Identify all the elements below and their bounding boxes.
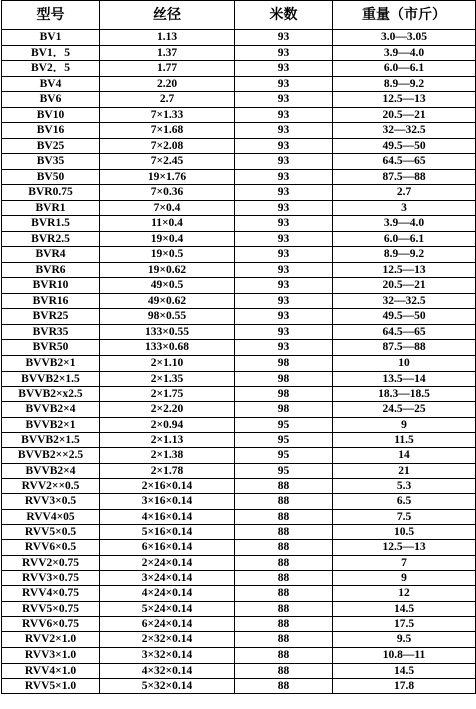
cell-length: 98 [235, 402, 333, 418]
cell-weight: 12.5—13 [333, 263, 476, 278]
cell-model: BV10 [2, 108, 100, 123]
table-row [2, 216, 476, 232]
table-row [2, 201, 476, 216]
cell-weight: 17.8 [333, 679, 476, 694]
cell-wire-diameter: 19×0.5 [100, 247, 235, 263]
table-row [2, 586, 476, 602]
cell-weight: 12.5—13 [333, 92, 476, 108]
cell-wire-diameter: 3×32×0.14 [100, 648, 235, 664]
table-row [2, 540, 476, 556]
cell-wire-diameter: 2×1.10 [100, 356, 235, 372]
cell-wire-diameter: 98×0.55 [100, 309, 235, 325]
cell-model: RVV2××0.5 [2, 479, 100, 494]
cell-length: 98 [235, 356, 333, 372]
cell-length: 93 [235, 309, 333, 325]
table-row [2, 123, 476, 139]
table-row [2, 108, 476, 123]
cell-wire-diameter: 2×1.35 [100, 372, 235, 387]
table-row [2, 278, 476, 294]
cell-wire-diameter: 7×1.68 [100, 123, 235, 139]
cell-weight: 20.5—21 [333, 278, 476, 294]
cell-model: RVV6×0.75 [2, 617, 100, 632]
cell-length: 93 [235, 263, 333, 278]
cell-weight: 8.9—9.2 [333, 77, 476, 92]
cell-weight: 10 [333, 356, 476, 372]
cell-model: BVR16 [2, 294, 100, 309]
cell-length: 93 [235, 108, 333, 123]
cell-wire-diameter: 3×16×0.14 [100, 494, 235, 510]
table-row [2, 617, 476, 632]
cell-model: BVR2.5 [2, 232, 100, 247]
cell-model: BV6 [2, 92, 100, 108]
cell-wire-diameter: 2×2.20 [100, 402, 235, 418]
cell-model: RVV4×0.75 [2, 586, 100, 602]
cell-length: 88 [235, 648, 333, 664]
cell-wire-diameter: 4×16×0.14 [100, 510, 235, 525]
cell-length: 88 [235, 494, 333, 510]
cell-model: RVV2×0.75 [2, 556, 100, 571]
cell-weight: 2.7 [333, 185, 476, 201]
cell-length: 95 [235, 448, 333, 464]
cell-weight: 7.5 [333, 510, 476, 525]
cell-model: BVVB2×1 [2, 418, 100, 433]
cell-weight: 14.5 [333, 602, 476, 617]
wire-spec-table [1, 0, 476, 694]
table-row [2, 309, 476, 325]
cell-length: 93 [235, 170, 333, 185]
cell-model: BV25 [2, 139, 100, 154]
cell-weight: 32—32.5 [333, 294, 476, 309]
cell-model: RVV3×0.5 [2, 494, 100, 510]
table-row [2, 387, 476, 402]
table-row [2, 46, 476, 61]
cell-wire-diameter: 6×24×0.14 [100, 617, 235, 632]
table-row [2, 247, 476, 263]
cell-length: 98 [235, 387, 333, 402]
cell-model: BVVB2×4 [2, 402, 100, 418]
table-row [2, 556, 476, 571]
cell-wire-diameter: 1.77 [100, 61, 235, 77]
table-row [2, 525, 476, 540]
cell-wire-diameter: 5×24×0.14 [100, 602, 235, 617]
cell-weight: 3.9—4.0 [333, 46, 476, 61]
table-row [2, 494, 476, 510]
cell-weight: 17.5 [333, 617, 476, 632]
cell-wire-diameter: 2×0.94 [100, 418, 235, 433]
cell-wire-diameter: 7×0.4 [100, 201, 235, 216]
cell-length: 93 [235, 92, 333, 108]
cell-wire-diameter: 5×32×0.14 [100, 679, 235, 694]
cell-wire-diameter: 49×0.62 [100, 294, 235, 309]
cell-length: 88 [235, 679, 333, 694]
cell-wire-diameter: 4×24×0.14 [100, 586, 235, 602]
cell-wire-diameter: 2×1.78 [100, 464, 235, 479]
cell-wire-diameter: 6×16×0.14 [100, 540, 235, 556]
cell-model: BVVB2×x2.5 [2, 387, 100, 402]
table-row [2, 185, 476, 201]
table-row [2, 356, 476, 372]
cell-weight: 18.3—18.5 [333, 387, 476, 402]
cell-weight: 87.5—88 [333, 170, 476, 185]
cell-length: 88 [235, 586, 333, 602]
header-wire-diameter: 丝径 [100, 1, 235, 30]
cell-wire-diameter: 2×1.13 [100, 433, 235, 448]
cell-length: 88 [235, 571, 333, 586]
cell-weight: 21 [333, 464, 476, 479]
cell-length: 93 [235, 247, 333, 263]
cell-length: 93 [235, 30, 333, 46]
cell-wire-diameter: 19×1.76 [100, 170, 235, 185]
cell-wire-diameter: 133×0.68 [100, 340, 235, 356]
cell-weight: 8.9—9.2 [333, 247, 476, 263]
cell-length: 88 [235, 510, 333, 525]
cell-length: 93 [235, 154, 333, 170]
cell-weight: 32—32.5 [333, 123, 476, 139]
cell-weight: 10.8—11 [333, 648, 476, 664]
cell-length: 95 [235, 464, 333, 479]
cell-length: 93 [235, 77, 333, 92]
cell-model: BVR1 [2, 201, 100, 216]
cell-model: RVV2×1.0 [2, 632, 100, 648]
cell-weight: 6.5 [333, 494, 476, 510]
cell-weight: 87.5—88 [333, 340, 476, 356]
cell-weight: 24.5—25 [333, 402, 476, 418]
table-row [2, 154, 476, 170]
cell-length: 93 [235, 201, 333, 216]
cell-model: BV4 [2, 77, 100, 92]
header-model: 型号 [2, 1, 100, 30]
table-row [2, 325, 476, 340]
cell-wire-diameter: 2×1.75 [100, 387, 235, 402]
cell-weight: 14 [333, 448, 476, 464]
cell-weight: 12.5—13 [333, 540, 476, 556]
cell-weight: 3.0—3.05 [333, 30, 476, 46]
cell-wire-diameter: 3×24×0.14 [100, 571, 235, 586]
cell-length: 93 [235, 340, 333, 356]
cell-weight: 7 [333, 556, 476, 571]
cell-weight: 6.0—6.1 [333, 232, 476, 247]
table-row [2, 340, 476, 356]
cell-model: RVV3×1.0 [2, 648, 100, 664]
cell-weight: 20.5—21 [333, 108, 476, 123]
table-row [2, 139, 476, 154]
header-weight: 重量（市斤） [333, 1, 476, 30]
cell-model: BVR6 [2, 263, 100, 278]
cell-model: RVV6×0.5 [2, 540, 100, 556]
cell-wire-diameter: 1.37 [100, 46, 235, 61]
cell-weight: 12 [333, 586, 476, 602]
cell-weight: 13.5—14 [333, 372, 476, 387]
cell-wire-diameter: 133×0.55 [100, 325, 235, 340]
table-body [2, 30, 476, 694]
table-row [2, 433, 476, 448]
cell-length: 93 [235, 278, 333, 294]
cell-weight: 9 [333, 571, 476, 586]
cell-model: RVV3×0.75 [2, 571, 100, 586]
cell-length: 98 [235, 372, 333, 387]
cell-weight: 3 [333, 201, 476, 216]
cell-weight: 49.5—50 [333, 309, 476, 325]
cell-model: BVR25 [2, 309, 100, 325]
cell-model: BVVB2×4 [2, 464, 100, 479]
table-row [2, 632, 476, 648]
cell-model: RVV5×0.5 [2, 525, 100, 540]
cell-wire-diameter: 1.13 [100, 30, 235, 46]
cell-length: 93 [235, 232, 333, 247]
cell-wire-diameter: 2.7 [100, 92, 235, 108]
cell-wire-diameter: 5×16×0.14 [100, 525, 235, 540]
table-row [2, 679, 476, 694]
table-row [2, 263, 476, 278]
cell-wire-diameter: 19×0.62 [100, 263, 235, 278]
cell-wire-diameter: 7×2.45 [100, 154, 235, 170]
table-row [2, 402, 476, 418]
cell-wire-diameter: 7×2.08 [100, 139, 235, 154]
cell-length: 93 [235, 294, 333, 309]
cell-length: 95 [235, 418, 333, 433]
cell-model: RVV4×1.0 [2, 664, 100, 679]
table-row [2, 61, 476, 77]
table-row [2, 448, 476, 464]
cell-model: RVV5×0.75 [2, 602, 100, 617]
cell-wire-diameter: 4×32×0.14 [100, 664, 235, 679]
cell-length: 93 [235, 216, 333, 232]
cell-wire-diameter: 2×32×0.14 [100, 632, 235, 648]
cell-length: 88 [235, 479, 333, 494]
table-row [2, 479, 476, 494]
cell-length: 88 [235, 556, 333, 571]
cell-model: BV2．5 [2, 61, 100, 77]
cell-model: RVV5×1.0 [2, 679, 100, 694]
cell-length: 93 [235, 123, 333, 139]
cell-model: BV35 [2, 154, 100, 170]
cell-length: 93 [235, 139, 333, 154]
cell-wire-diameter: 7×0.36 [100, 185, 235, 201]
cell-length: 93 [235, 325, 333, 340]
cell-model: BVR10 [2, 278, 100, 294]
cell-model: BV1 [2, 30, 100, 46]
cell-model: BV1．5 [2, 46, 100, 61]
cell-weight: 14.5 [333, 664, 476, 679]
cell-model: BVR0.75 [2, 185, 100, 201]
cell-length: 88 [235, 632, 333, 648]
cell-model: BVR50 [2, 340, 100, 356]
cell-model: BVVB2×1 [2, 356, 100, 372]
table-row [2, 92, 476, 108]
cell-model: BVR1.5 [2, 216, 100, 232]
cell-length: 93 [235, 46, 333, 61]
table-row [2, 664, 476, 679]
cell-wire-diameter: 2×1.38 [100, 448, 235, 464]
cell-model: BVVB2×1.5 [2, 372, 100, 387]
cell-model: BV16 [2, 123, 100, 139]
table-row [2, 602, 476, 617]
cell-weight: 5.3 [333, 479, 476, 494]
table-row [2, 77, 476, 92]
cell-length: 88 [235, 617, 333, 632]
cell-model: BV50 [2, 170, 100, 185]
cell-model: BVVB2×1.5 [2, 433, 100, 448]
table-row [2, 418, 476, 433]
cell-weight: 64.5—65 [333, 325, 476, 340]
cell-weight: 9.5 [333, 632, 476, 648]
cell-weight: 64.5—65 [333, 154, 476, 170]
cell-wire-diameter: 2.20 [100, 77, 235, 92]
table-row [2, 232, 476, 247]
table-row [2, 510, 476, 525]
cell-length: 88 [235, 525, 333, 540]
cell-length: 88 [235, 602, 333, 617]
cell-length: 95 [235, 433, 333, 448]
header-length: 米数 [235, 1, 333, 30]
cell-weight: 3.9—4.0 [333, 216, 476, 232]
table-row [2, 372, 476, 387]
table-row [2, 170, 476, 185]
cell-length: 93 [235, 61, 333, 77]
cell-wire-diameter: 49×0.5 [100, 278, 235, 294]
cell-wire-diameter: 2×24×0.14 [100, 556, 235, 571]
table-row [2, 648, 476, 664]
cell-model: BVVB2××2.5 [2, 448, 100, 464]
header-row [2, 1, 476, 30]
cell-wire-diameter: 11×0.4 [100, 216, 235, 232]
cell-weight: 9 [333, 418, 476, 433]
cell-length: 88 [235, 540, 333, 556]
cell-weight: 49.5—50 [333, 139, 476, 154]
cell-weight: 6.0—6.1 [333, 61, 476, 77]
cell-model: BVR4 [2, 247, 100, 263]
cell-weight: 11.5 [333, 433, 476, 448]
cell-wire-diameter: 7×1.33 [100, 108, 235, 123]
table-row [2, 464, 476, 479]
cell-length: 93 [235, 185, 333, 201]
table-row [2, 571, 476, 586]
cell-wire-diameter: 19×0.4 [100, 232, 235, 247]
cell-weight: 10.5 [333, 525, 476, 540]
cell-model: RVV4×05 [2, 510, 100, 525]
cell-length: 88 [235, 664, 333, 679]
cell-wire-diameter: 2×16×0.14 [100, 479, 235, 494]
cell-model: BVR35 [2, 325, 100, 340]
table-row [2, 294, 476, 309]
table-row [2, 30, 476, 46]
